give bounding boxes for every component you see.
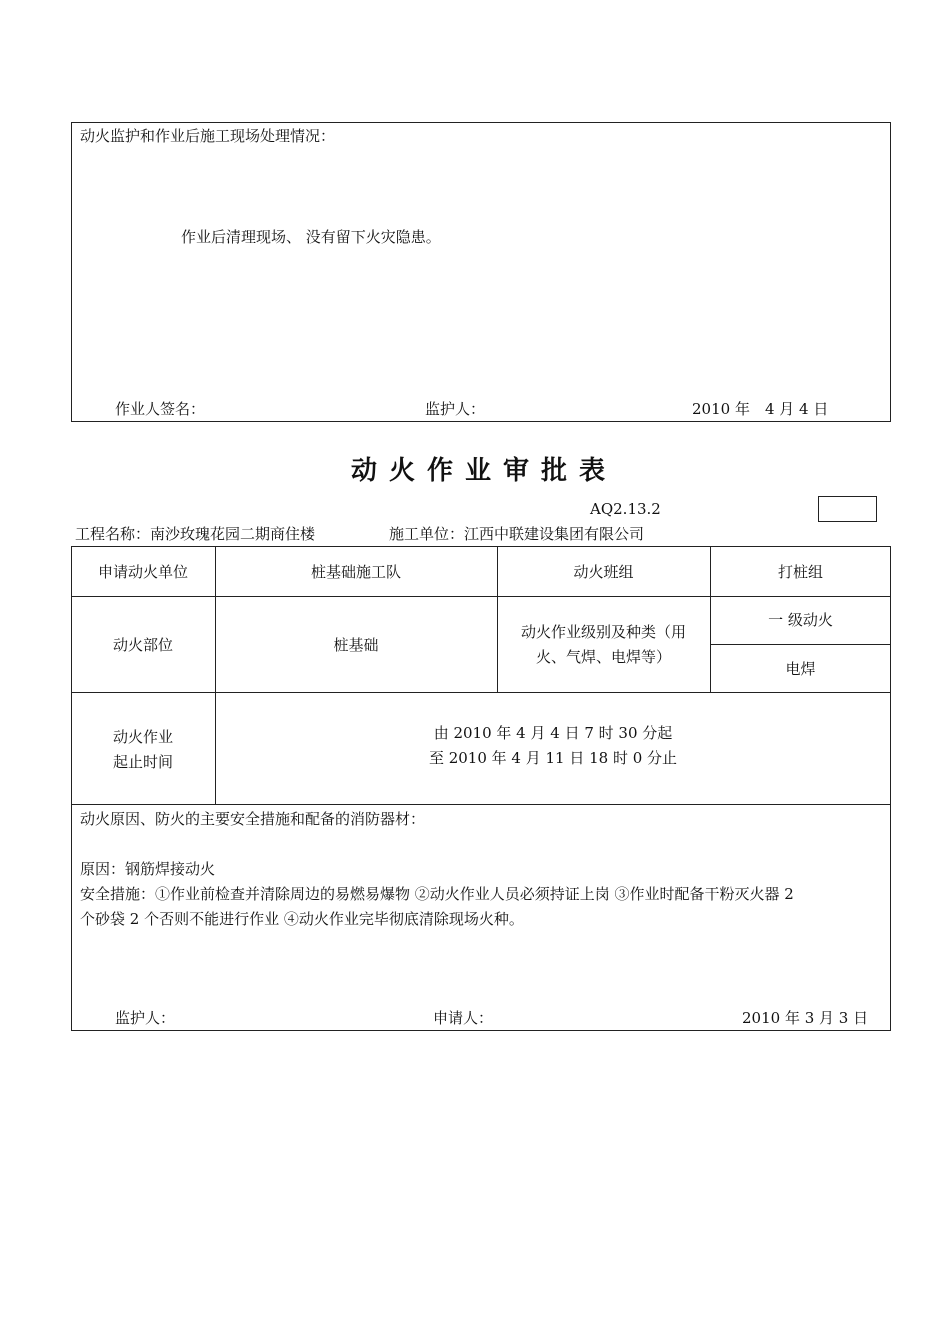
- fire-team-value: 打桩组: [777, 563, 823, 581]
- safety-measures-line1: 安全措施：①作业前检查并清除周边的易燃易爆物 ②动火作业人员必须持证上岗 ③作业时配备干粉灭火器 2: [80, 885, 794, 903]
- contractor-label: 施工单位：: [389, 525, 465, 543]
- period-label-line1: 动火作业: [112, 728, 173, 746]
- measures-heading: 动火原因、防火的主要安全措施和配备的消防器材：: [80, 810, 426, 828]
- contractor-value: 江西中联建设集团有限公司: [464, 525, 645, 543]
- form-number-box: [818, 496, 877, 522]
- period-to: 至 2010 年 4 月 11 日 18 时 0 分止: [428, 749, 678, 767]
- measures-date: 2010 年 3 月 3 日: [742, 1009, 869, 1027]
- table-row-divider: [710, 644, 891, 645]
- project-name-line: [75, 524, 315, 544]
- fire-watch-section: [71, 122, 891, 422]
- table-row-divider: [71, 804, 891, 805]
- location-label: 动火部位: [112, 636, 173, 654]
- measures-applicant-label: 申请人：: [433, 1009, 494, 1027]
- period-from: 由 2010 年 4 月 4 日 7 时 30 分起: [433, 724, 673, 742]
- contractor-line: [389, 524, 644, 544]
- fire-type-value: 电焊: [785, 660, 816, 678]
- level-type-label-line2: 火、气焊、电焊等）: [535, 648, 671, 666]
- table-row-divider: [71, 596, 891, 597]
- form-code: AQ2.13.2: [590, 500, 661, 518]
- worker-signature-label: 作业人签名：: [115, 400, 206, 418]
- project-name-label: 工程名称：: [75, 525, 151, 543]
- fire-reason: 原因：钢筋焊接动火: [80, 860, 216, 878]
- project-name-value: 南沙玫瑰花园二期商住楼: [150, 525, 316, 543]
- form-title: 动火作业审批表: [351, 456, 618, 486]
- measures-guardian-label: 监护人：: [115, 1009, 176, 1027]
- top-date: 2010 年 4 月 4 日: [692, 400, 829, 418]
- safety-measures-line2: 个砂袋 2 个否则不能进行作业 ④动火作业完毕彻底清除现场火种。: [80, 910, 524, 928]
- applicant-unit-value: 桩基础施工队: [310, 563, 401, 581]
- fire-level-value: 一 级动火: [768, 611, 833, 629]
- period-label-line2: 起止时间: [112, 753, 173, 771]
- fire-team-label: 动火班组: [573, 563, 634, 581]
- location-value: 桩基础: [333, 636, 379, 654]
- guardian-label: 监护人：: [425, 400, 486, 418]
- level-type-label-line1: 动火作业级别及种类（用: [520, 623, 686, 641]
- fire-watch-content: 作业后清理现场、 没有留下火灾隐患。: [181, 228, 441, 246]
- table-row-divider: [71, 692, 891, 693]
- fire-watch-heading: 动火监护和作业后施工现场处理情况：: [80, 127, 336, 145]
- applicant-unit-label: 申请动火单位: [97, 563, 188, 581]
